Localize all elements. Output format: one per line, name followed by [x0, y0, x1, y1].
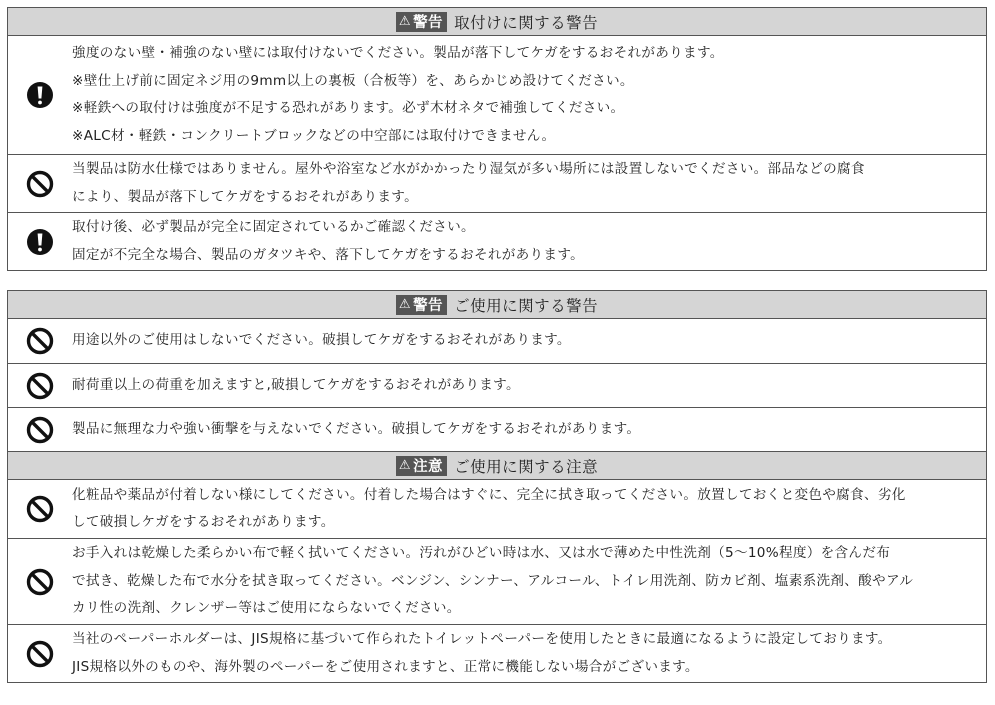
prohibition-icon [8, 494, 72, 524]
notice-row [8, 363, 986, 407]
notice-line: ※軽鉄への取付けは強度が不足する恐れがあります。必ず木材ネタで補強してください。 [72, 100, 625, 116]
notice-line: 固定が不完全な場合、製品のガタツキや、落下してケガをするおそれがあります。 [72, 246, 585, 263]
badge-label: 警告 [413, 15, 444, 31]
warning-badge [396, 12, 447, 32]
caution-badge [396, 456, 447, 476]
notice-row [8, 407, 986, 451]
prohibition-icon [8, 639, 72, 669]
notice-line: 強度のない壁・補強のない壁には取付けないでください。製品が落下してケガをするおそれがあります。 [72, 45, 724, 61]
notice-line: して破損しケガをするおそれがあります。 [72, 514, 335, 530]
notice-line: 製品に無理な力や強い衝撃を与えないでください。破損してケガをするおそれがあります。 [72, 420, 641, 437]
prohibition-icon [8, 169, 72, 199]
notice-line: 用途以外のご使用はしないでください。破損してケガをするおそれがあります。 [72, 332, 571, 349]
notice-row [8, 480, 986, 538]
notice-line: ※壁仕上げ前に固定ネジ用の9mm以上の裏板（合板等）を、あらかじめ設けてください。 [72, 72, 634, 89]
prohibition-icon [8, 326, 72, 356]
notice-line: で拭き、乾燥した布で水分を拭き取ってください。ベンジン、シンナー、アルコール、トイレ用洗剤、防カビ剤、塩素系洗剤、酸やアル [72, 572, 914, 589]
warning-triangle-icon: ⚠ [398, 297, 412, 312]
prohibition-icon [8, 567, 72, 597]
notice-row [8, 36, 986, 154]
notice-line: ※ALC材・軽鉄・コンクリートブロックなどの中空部には取付けできません。 [72, 127, 556, 144]
notice-row [8, 212, 986, 270]
warning-badge [396, 295, 447, 315]
notice-text [72, 482, 986, 537]
install-warning-panel [7, 7, 987, 271]
section-title: ご使用に関する注意 [454, 457, 599, 476]
notice-line: 化粧品や薬品が付着しない様にしてください。付着した場合はすぐに、完全に拭き取ってください。放置しておくと変色や腐食、劣化 [72, 486, 906, 503]
notice-text [72, 372, 986, 400]
notice-text [72, 416, 986, 444]
badge-label: 注意 [413, 459, 444, 475]
notice-text [72, 214, 986, 269]
section-header [8, 451, 986, 480]
notice-text [72, 540, 986, 623]
usage-panel [7, 290, 987, 683]
notice-text [72, 626, 986, 681]
notice-row [8, 154, 986, 212]
warning-triangle-icon: ⚠ [398, 14, 412, 29]
notice-text [72, 327, 986, 355]
notice-line: 耐荷重以上の荷重を加えますと,破損してケガをするおそれがあります。 [72, 376, 520, 393]
section-title: ご使用に関する警告 [454, 296, 599, 315]
notice-row [8, 624, 986, 682]
notice-text [72, 40, 986, 150]
notice-row [8, 319, 986, 363]
warning-triangle-icon: ⚠ [398, 458, 412, 473]
notice-row [8, 538, 986, 624]
notice-line: 当製品は防水仕様ではありません。屋外や浴室など水がかかったり湿気が多い場所には設置しないでください。部品などの腐食 [72, 161, 865, 177]
section-header [8, 291, 986, 319]
exclamation-icon [8, 227, 72, 257]
prohibition-icon [8, 415, 72, 445]
notice-line: JIS規格以外のものや、海外製のペーパーをご使用されますと、正常に機能しない場合がございます。 [72, 658, 699, 675]
notice-line: 取付け後、必ず製品が完全に固定されているかご確認ください。 [72, 219, 475, 235]
section-header [8, 8, 986, 36]
notice-line: お手入れは乾燥した柔らかい布で軽く拭いてください。汚れがひどい時は水、又は水で薄めた中性洗剤（5〜10%程度）を含んだ布 [72, 545, 891, 562]
notice-line: カリ性の洗剤、クレンザー等はご使用にならないでください。 [72, 600, 461, 617]
prohibition-icon [8, 371, 72, 401]
notice-text [72, 156, 986, 211]
section-title: 取付けに関する警告 [454, 13, 599, 32]
badge-label: 警告 [413, 298, 444, 314]
exclamation-icon [8, 80, 72, 110]
notice-line: 当社のペーパーホルダーは、JIS規格に基づいて作られたトイレットペーパーを使用したときに最適になるように設定しております。 [72, 631, 892, 647]
notice-line: により、製品が落下してケガをするおそれがあります。 [72, 188, 418, 205]
